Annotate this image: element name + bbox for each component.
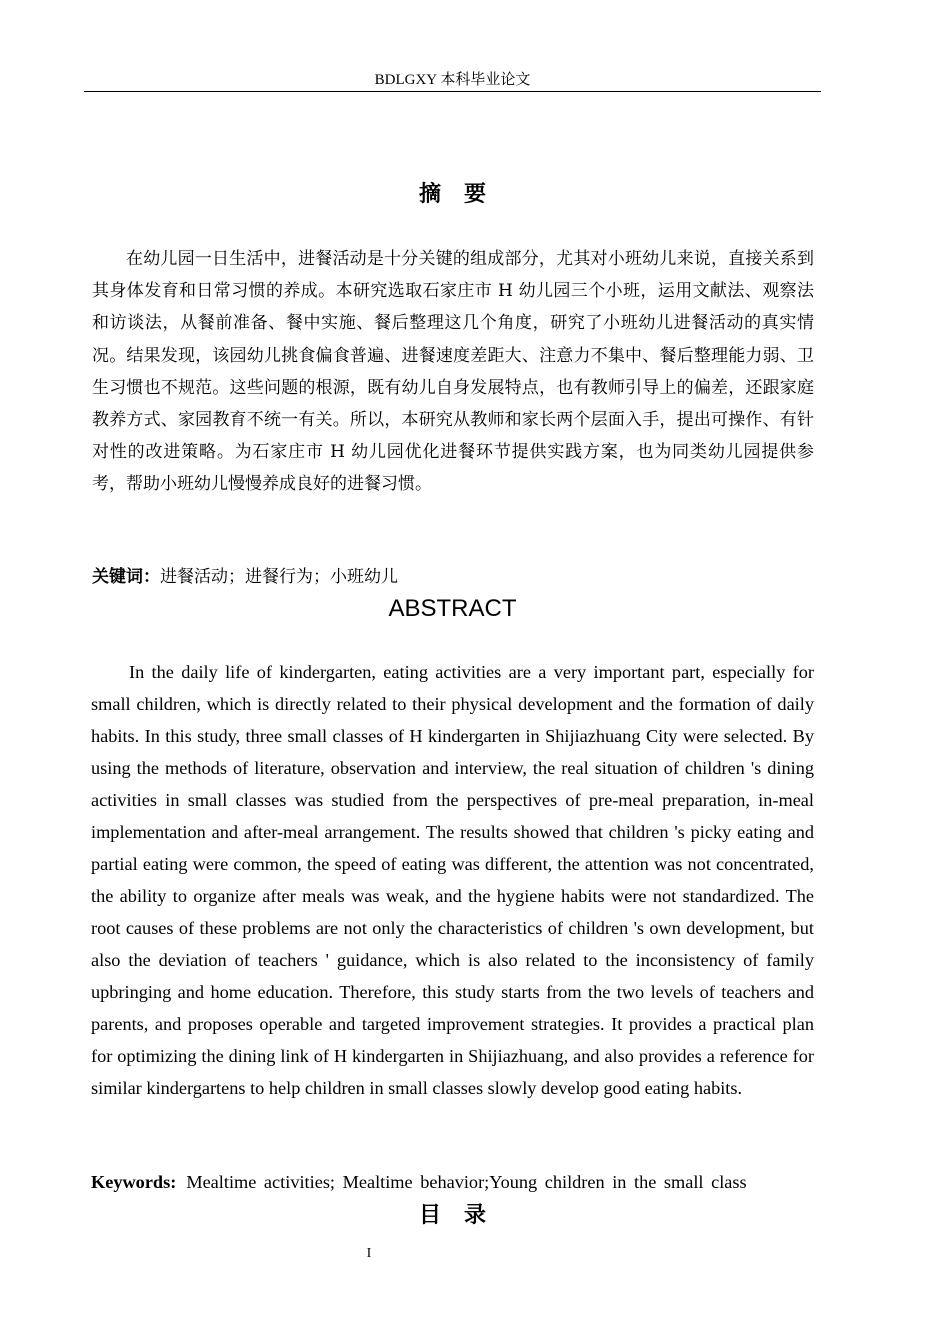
page-number: I xyxy=(366,1246,372,1261)
keywords-cn xyxy=(92,564,814,590)
abstract-cn-title: 摘 要 xyxy=(419,182,486,207)
header-divider xyxy=(84,91,821,92)
keywords-en-list: Mealtime activities; Mealtime behavior;Young children in the small class xyxy=(186,1172,747,1192)
keywords-en-label: Keywords: xyxy=(91,1172,177,1192)
abstract-en-body: In the daily life of kindergarten, eating activities are a very important part, especially for small children, which is directly related to their physical development and the formation of daily habits. In this study, three small classes of H kindergarten in Shijiazhuang City were selected. By using the methods of literature, observation and interview, the real situation of children 's dining activities in small classes was studied from the perspectives of pre-meal preparation, in-meal implementation and after-meal arrangement. The results showed that children 's picky eating and partial eating were common, the speed of eating was different, the attention was not concentrated, the ability to organize after meals was weak, and the hygiene habits were not standardized. The root causes of these problems are not only the characteristics of children 's own development, but also the deviation of teachers ' guidance, which is also related to the inconsistency of family upbringing and home education. Therefore, this study starts from the two levels of teachers and parents, and proposes operable and targeted improvement strategies. It provides a practical plan for optimizing the dining link of H kindergarten in Shijiazhuang, and also provides a reference for similar kindergartens to help children in small classes slowly develop good eating habits. xyxy=(91,662,814,1098)
keywords-cn-list: 进餐活动；进餐行为；小班幼儿 xyxy=(160,567,398,587)
keywords-cn-label: 关键词： xyxy=(92,567,160,587)
running-header: BDLGXY 本科毕业论文 xyxy=(374,72,531,88)
toc-title: 目 录 xyxy=(419,1203,486,1228)
abstract-en-title: ABSTRACT xyxy=(388,595,517,622)
keywords-en xyxy=(91,1168,814,1196)
abstract-cn-body: 在幼儿园一日生活中，进餐活动是十分关键的组成部分，尤其对小班幼儿来说，直接关系到其身体发育和日常习惯的养成。本研究选取石家庄市 H 幼儿园三个小班，运用文献法、观察法和访谈法，从餐前准备、餐中实施、餐后整理这几个角度，研究了小班幼儿进餐活动的真实情况。结果发现，该园幼儿挑食偏食普遍、进餐速度差距大、注意力不集中、餐后整理能力弱、卫生习惯也不规范。这些问题的根源，既有幼儿自身发展特点，也有教师引导上的偏差，还跟家庭教养方式、家园教育不统一有关。所以，本研究从教师和家长两个层面入手，提出可操作、有针对性的改进策略。为石家庄市 H 幼儿园优化进餐环节提供实践方案，也为同类幼儿园提供参考，帮助小班幼儿慢慢养成良好的进餐习惯。 xyxy=(92,249,814,495)
